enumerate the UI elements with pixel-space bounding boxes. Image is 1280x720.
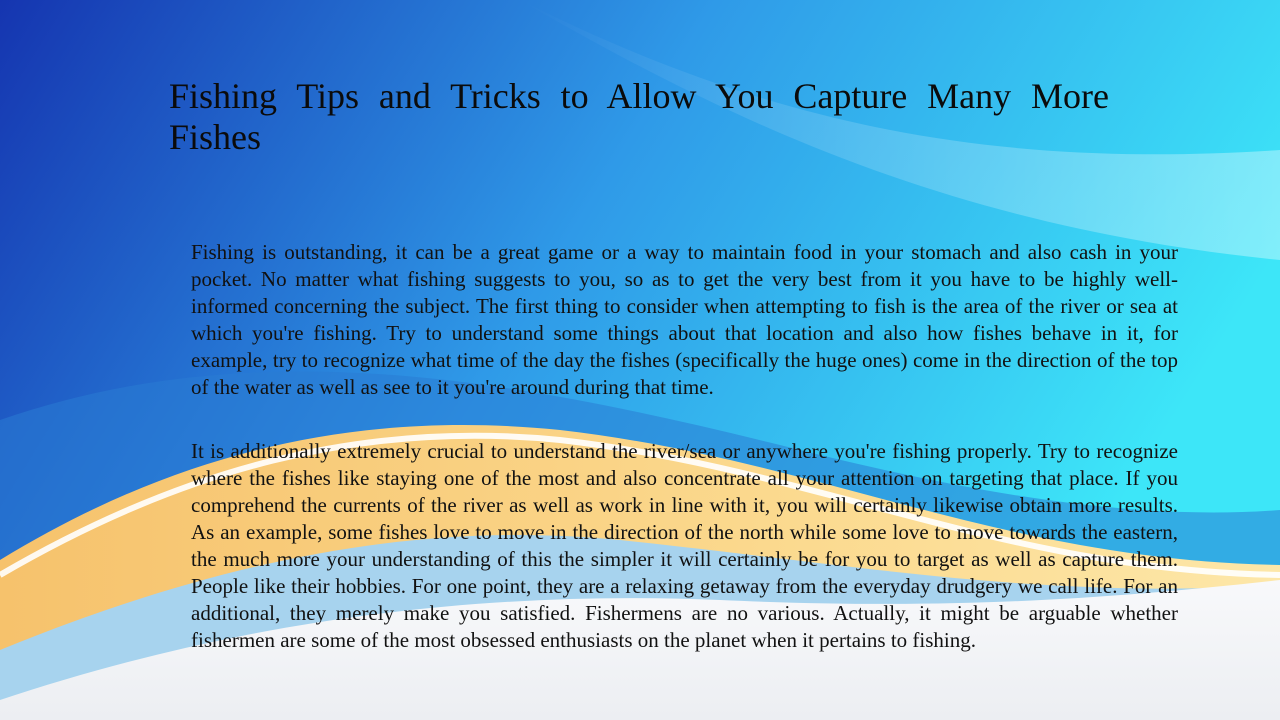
paragraph-1: Fishing is outstanding, it can be a great game or a way to maintain food in your stomach and also cash in your pocket. No matter what fishing suggests to you, so as to get the very best from it you have to be highly well-informed concerning the subject. The first thing to consider when attempting to fish is the area of the river or sea at which you're fishing. Try to understand some things about that location and also how fishes behave in it, for example, try to recognize what time of the day the fishes (specifically the huge ones) come in the direction of the top of the water as well as see to it you're around during that time.	[191, 240, 1178, 399]
slide-title: Fishing Tips and Tricks to Allow You Capture Many More Fishes	[169, 76, 1109, 157]
paragraph-2: It is additionally extremely crucial to understand the river/sea or anywhere you're fishing properly. Try to recognize where the fishes like staying one of the most and also concentrate all your attention on targeting that place. If you comprehend the currents of the river as well as work in line with it, you will certainly likewise obtain more results. As an example, some fishes love to move in the direction of the north while some love to move towards the eastern, the much more your understanding of this the simpler it will certainly be for you to target as well as capture them. People like their hobbies. For one point, they are a relaxing getaway from the everyday drudgery we call life. For an additional, they merely make you satisfied. Fishermens are no various. Actually, it might be arguable whether fishermen are some of the most obsessed enthusiasts on the planet when it pertains to fishing.	[191, 439, 1178, 652]
slide-body	[191, 239, 1178, 691]
